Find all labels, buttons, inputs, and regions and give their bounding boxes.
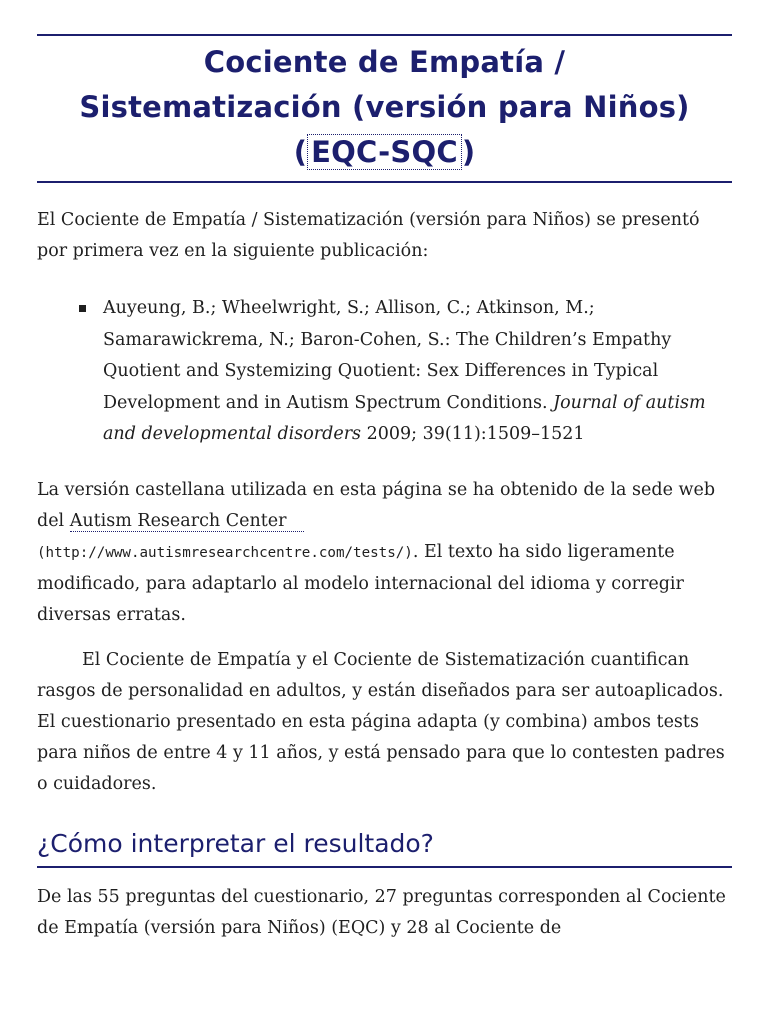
title-line-2: Sistematización (versión para Niños) — [79, 90, 690, 124]
title-paren-open: ( — [293, 135, 308, 169]
reference-list — [37, 293, 732, 451]
document-page — [37, 0, 732, 944]
square-bullet-icon — [79, 305, 86, 312]
section-heading-rule — [37, 866, 732, 868]
section-paragraph: De las 55 preguntas del cuestionario, 27 preguntas corresponden al Cociente de Empatía (versión para Niños) (EQC) y 28 al Cociente de — [37, 886, 726, 938]
autism-research-center-link[interactable]: Autism Research Center — [70, 511, 305, 532]
title-top-rule — [37, 34, 732, 36]
title-line-3 — [37, 130, 732, 175]
title-abbreviation[interactable]: EQC-SQC — [307, 134, 462, 170]
title-line-1: Cociente de Empatía / — [203, 45, 566, 79]
description-paragraph: El Cociente de Empatía y el Cociente de Sistematización cuantifican rasgos de personalidad en adultos, y están diseñados para ser autoaplicados. El cuestionario presentado en esta página adapta (y combina) ambos tests para niños de entre 4 y 11 años, y está pensado para que lo contesten padres o cuidadores. — [37, 649, 725, 794]
reference-citation: 2009; 39(11):1509–1521 — [361, 424, 585, 444]
source-text-after: . El texto ha sido ligeramente modificado, para adaptarlo al modelo internacional del idioma y corregir diversas erratas. — [37, 541, 684, 625]
source-url: (http://www.autismresearchcentre.com/tests/) — [37, 544, 413, 561]
page-title — [37, 40, 732, 175]
section-heading: ¿Cómo interpretar el resultado? — [37, 828, 434, 858]
source-paragraph — [37, 475, 732, 631]
reference-authors-title: Auyeung, B.; Wheelwright, S.; Allison, C.; Atkinson, M.; Samarawickrema, N.; Baron-Cohen, S.: The Children’s Empathy Quotient and Systemizing Quotient: Sex Differences in Typical Development and in Autism Spectrum Conditions. — [103, 298, 672, 413]
title-bottom-rule — [37, 181, 732, 183]
intro-paragraph: El Cociente de Empatía / Sistematización (versión para Niños) se presentó por primera vez en la siguiente publicación: — [37, 210, 700, 261]
title-paren-close: ) — [461, 135, 476, 169]
source-text-before: La versión castellana utilizada en esta página se ha obtenido de la sede web del — [37, 479, 716, 531]
reference-journal: Journal of autism and developmental disorders — [103, 392, 706, 444]
reference-item — [103, 293, 732, 451]
